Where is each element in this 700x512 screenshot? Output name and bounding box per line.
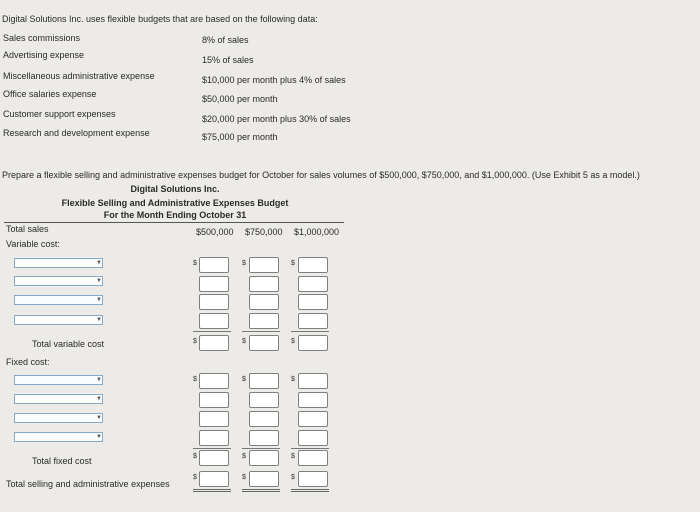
variable-cost-1m-input[interactable] [298, 294, 328, 310]
total-selling-admin-label: Total selling and administrative expenses [6, 479, 170, 489]
chevron-down-icon: ▼ [96, 396, 102, 402]
variable-cost-750k-input[interactable] [249, 313, 279, 329]
header-rule [4, 222, 344, 223]
variable-cost-1m-input[interactable] [298, 276, 328, 292]
fixed-cost-1m-input[interactable] [298, 373, 328, 389]
grand-total-double-rule [242, 489, 280, 492]
subtotal-rule [242, 331, 280, 332]
fixed-cost-500k-input[interactable] [199, 430, 229, 446]
chevron-down-icon: ▼ [96, 317, 102, 323]
subtotal-rule [242, 448, 280, 449]
fixed-cost-dropdown[interactable] [14, 413, 103, 423]
total-fixed-cost-label: Total fixed cost [32, 456, 92, 466]
dollar-sign: $ [242, 338, 246, 345]
subtotal-rule [291, 331, 329, 332]
total-variable-cost-label: Total variable cost [32, 339, 105, 349]
instructions-text: Prepare a flexible selling and administrative expenses budget for October for sales volumes of $500,000, $750,000, and $1,000,000. (Use Exhibit 5 as a model.) [2, 170, 640, 180]
dollar-sign: $ [291, 474, 295, 481]
subtotal-rule [193, 331, 231, 332]
fixed-cost-500k-input[interactable] [199, 392, 229, 408]
budget-title: Flexible Selling and Administrative Expenses Budget [61, 198, 289, 208]
term-value: $10,000 per month plus 4% of sales [202, 75, 346, 85]
variable-cost-1m-input[interactable] [298, 257, 328, 273]
variable-cost-dropdown[interactable] [14, 295, 103, 305]
term-value: 8% of sales [202, 35, 249, 45]
chevron-down-icon: ▼ [96, 278, 102, 284]
total-selling-admin-1m-input[interactable] [298, 471, 328, 487]
subtotal-rule [193, 448, 231, 449]
variable-cost-dropdown[interactable] [14, 258, 103, 268]
fixed-cost-750k-input[interactable] [249, 411, 279, 427]
fixed-cost-label: Fixed cost: [6, 357, 50, 367]
dollar-sign: $ [242, 260, 246, 267]
dollar-sign: $ [242, 453, 246, 460]
variable-cost-750k-input[interactable] [249, 257, 279, 273]
term-label: Miscellaneous administrative expense [3, 71, 155, 81]
dollar-sign: $ [193, 474, 197, 481]
total-selling-admin-750k-input[interactable] [249, 471, 279, 487]
variable-cost-500k-input[interactable] [199, 294, 229, 310]
chevron-down-icon: ▼ [96, 434, 102, 440]
dollar-sign: $ [291, 376, 295, 383]
fixed-cost-1m-input[interactable] [298, 411, 328, 427]
term-value: 15% of sales [202, 55, 254, 65]
chevron-down-icon: ▼ [96, 377, 102, 383]
variable-cost-500k-input[interactable] [199, 257, 229, 273]
fixed-cost-dropdown[interactable] [14, 432, 103, 442]
chevron-down-icon: ▼ [96, 415, 102, 421]
dollar-sign: $ [242, 376, 246, 383]
dollar-sign: $ [193, 338, 197, 345]
grand-total-double-rule [193, 489, 231, 492]
intro-text: Digital Solutions Inc. uses flexible budgets that are based on the following data: [2, 14, 318, 24]
budget-company: Digital Solutions Inc. [130, 184, 220, 194]
dollar-sign: $ [193, 453, 197, 460]
fixed-cost-dropdown[interactable] [14, 394, 103, 404]
column-heading-750k: $750,000 [245, 227, 283, 237]
term-label: Advertising expense [3, 50, 85, 60]
fixed-cost-750k-input[interactable] [249, 430, 279, 446]
total-fixed-cost-500k-input[interactable] [199, 450, 229, 466]
term-value: $20,000 per month plus 30% of sales [202, 114, 351, 124]
fixed-cost-500k-input[interactable] [199, 373, 229, 389]
dollar-sign: $ [291, 453, 295, 460]
chevron-down-icon: ▼ [96, 260, 102, 266]
term-label: Office salaries expense [3, 89, 97, 99]
column-heading-1m: $1,000,000 [294, 227, 340, 237]
total-variable-cost-1m-input[interactable] [298, 335, 328, 351]
term-label: Customer support expenses [3, 109, 116, 119]
fixed-cost-1m-input[interactable] [298, 430, 328, 446]
total-selling-admin-500k-input[interactable] [199, 471, 229, 487]
variable-cost-label: Variable cost: [6, 239, 60, 249]
fixed-cost-dropdown[interactable] [14, 375, 103, 385]
dollar-sign: $ [291, 260, 295, 267]
fixed-cost-500k-input[interactable] [199, 411, 229, 427]
column-heading-500k: $500,000 [196, 227, 234, 237]
dollar-sign: $ [242, 474, 246, 481]
variable-cost-750k-input[interactable] [249, 276, 279, 292]
grand-total-double-rule [291, 489, 329, 492]
fixed-cost-750k-input[interactable] [249, 373, 279, 389]
subtotal-rule [291, 448, 329, 449]
total-variable-cost-500k-input[interactable] [199, 335, 229, 351]
term-label: Research and development expense [3, 128, 150, 138]
total-variable-cost-750k-input[interactable] [249, 335, 279, 351]
variable-cost-dropdown[interactable] [14, 315, 103, 325]
variable-cost-500k-input[interactable] [199, 313, 229, 329]
fixed-cost-750k-input[interactable] [249, 392, 279, 408]
variable-cost-dropdown[interactable] [14, 276, 103, 286]
fixed-cost-1m-input[interactable] [298, 392, 328, 408]
variable-cost-750k-input[interactable] [249, 294, 279, 310]
total-sales-label: Total sales [6, 224, 49, 234]
budget-period: For the Month Ending October 31 [103, 210, 247, 220]
term-value: $50,000 per month [202, 94, 278, 104]
total-fixed-cost-750k-input[interactable] [249, 450, 279, 466]
chevron-down-icon: ▼ [96, 297, 102, 303]
total-fixed-cost-1m-input[interactable] [298, 450, 328, 466]
term-label: Sales commissions [3, 33, 81, 43]
dollar-sign: $ [193, 260, 197, 267]
variable-cost-1m-input[interactable] [298, 313, 328, 329]
term-value: $75,000 per month [202, 132, 278, 142]
variable-cost-500k-input[interactable] [199, 276, 229, 292]
dollar-sign: $ [193, 376, 197, 383]
dollar-sign: $ [291, 338, 295, 345]
